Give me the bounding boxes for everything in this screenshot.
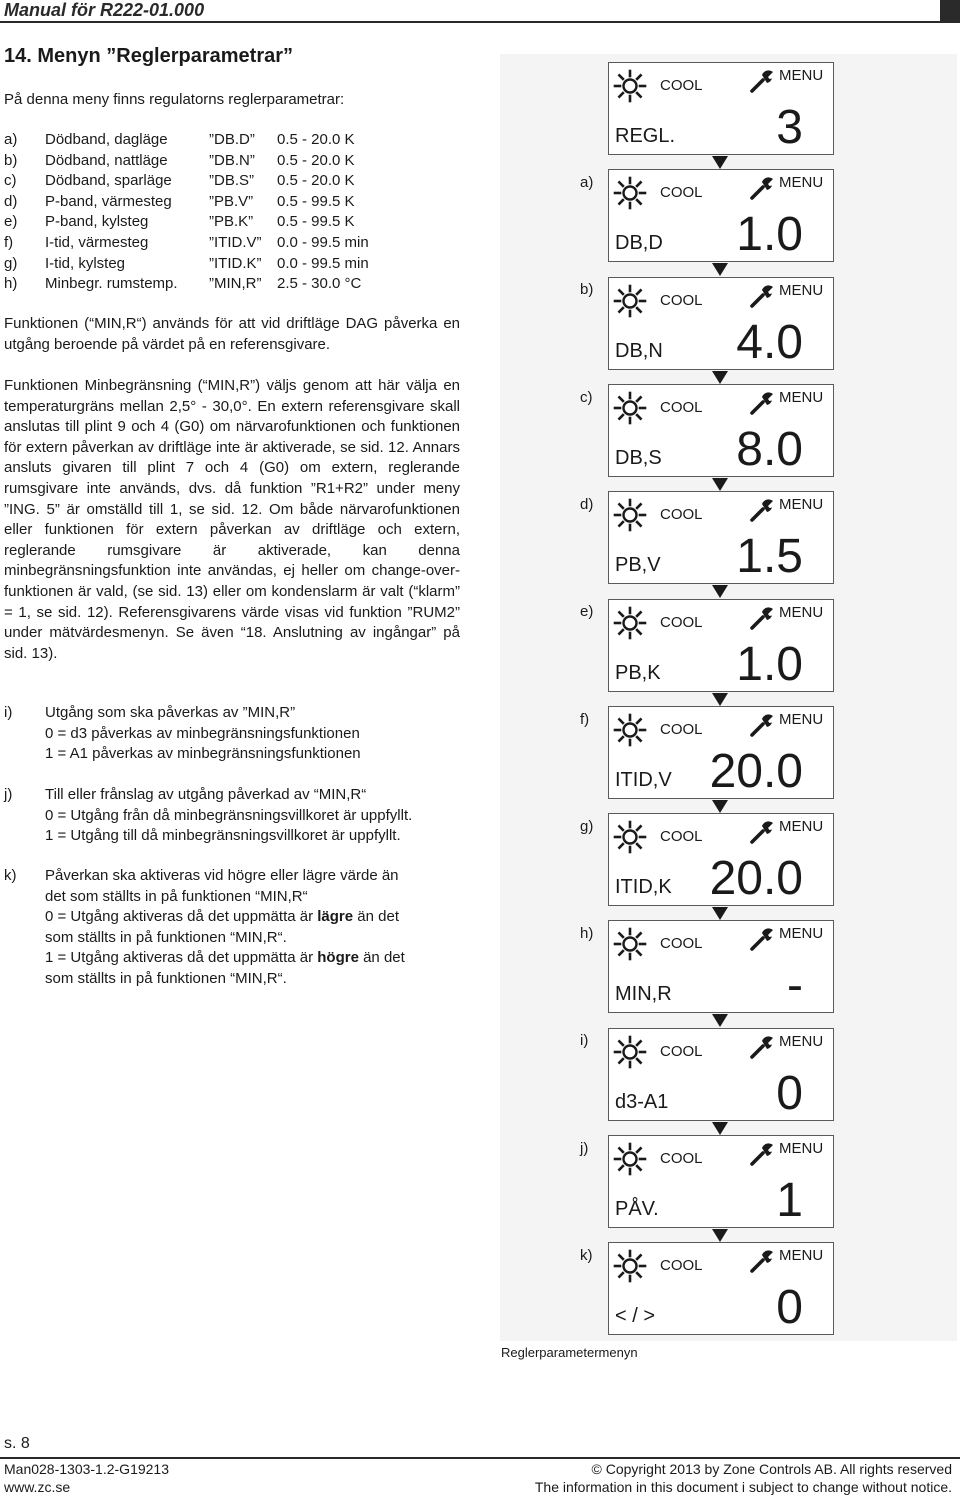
param-code: ”DB.N” (209, 151, 255, 169)
parameter-value: 1.5 (736, 530, 803, 584)
param-name: Dödband, sparläge (45, 172, 172, 190)
display-letter: i) (580, 1032, 589, 1050)
sun-icon (613, 606, 647, 640)
menu-indicator: MENU (779, 67, 824, 84)
document-id: Man028-1303-1.2-G19213 (4, 1461, 170, 1477)
wrench-icon (749, 926, 775, 952)
list-text: än det (358, 949, 405, 967)
wrench-icon (749, 1034, 775, 1060)
cool-indicator: COOL (660, 398, 703, 416)
list-body (45, 785, 463, 847)
param-letter: b) (4, 151, 18, 169)
cool-indicator: COOL (660, 613, 703, 631)
param-range: 0.5 - 99.5 K (277, 213, 355, 231)
parameter-value: 8.0 (736, 422, 803, 476)
sun-icon (613, 391, 647, 425)
menu-indicator: MENU (779, 818, 824, 836)
lcd-display (608, 62, 834, 155)
list-line: som ställts in på funktionen “MIN,R“. (45, 969, 287, 987)
menu-indicator: MENU (779, 1140, 824, 1157)
display-letter: j) (580, 1139, 589, 1157)
param-name: I-tid, värmesteg (45, 234, 149, 251)
list-line: 1 = A1 påverkas av minbegränsningsfunktionen (45, 745, 361, 763)
param-letter: h) (4, 275, 18, 293)
display-letter: a) (580, 174, 594, 191)
menu-indicator: MENU (779, 1032, 824, 1050)
website-link[interactable]: www.zc.se (4, 1479, 71, 1495)
sun-icon (613, 498, 647, 532)
cool-indicator: COOL (660, 184, 703, 202)
list-line: Påverkan ska aktiveras vid högre eller lägre värde än (45, 867, 399, 884)
display-letter: h) (580, 925, 594, 943)
menu-indicator: MENU (779, 496, 824, 514)
notice-text: The information in this document i subject to change without notice. (534, 1479, 952, 1495)
list-text: än det (353, 908, 399, 926)
cool-indicator: COOL (660, 828, 703, 846)
wrench-icon (749, 712, 775, 738)
param-code: ”MIN,R” (209, 275, 262, 293)
lcd-display (608, 599, 834, 692)
cool-indicator: COOL (660, 506, 703, 524)
parameter-value: 4.0 (736, 315, 803, 369)
lcd-display (608, 491, 834, 584)
sun-icon (613, 1249, 647, 1283)
param-name: Dödband, nattläge (45, 151, 168, 169)
section-title: 14. Menyn ”Reglerparametrar” (4, 45, 294, 67)
param-name: Dödband, dagläge (45, 131, 168, 148)
lcd-display (608, 1135, 834, 1228)
param-range: 0.5 - 20.0 K (277, 131, 355, 148)
lcd-display (608, 169, 834, 262)
down-arrow-icon (712, 1229, 728, 1242)
wrench-icon (749, 390, 775, 416)
param-name: P-band, kylsteg (45, 213, 149, 231)
param-range: 0.0 - 99.5 min (277, 234, 369, 251)
parameter-value: 1.0 (736, 637, 803, 691)
lcd-display (608, 1242, 834, 1335)
sun-icon (613, 176, 647, 210)
cool-indicator: COOL (660, 77, 703, 94)
param-letter: a) (4, 131, 18, 148)
param-range: 0.5 - 20.0 K (277, 172, 355, 190)
param-letter: c) (4, 172, 17, 190)
intro-text: På denna meny finns regulatorns reglerparametrar: (4, 91, 345, 108)
parameter-name: DB,N (615, 339, 663, 362)
parameter-value: 0 (776, 1281, 803, 1335)
wrench-icon (749, 1141, 775, 1167)
display-letter: f) (580, 710, 590, 728)
down-arrow-icon (712, 371, 728, 384)
menu-indicator: MENU (779, 388, 824, 406)
menu-indicator: MENU (779, 925, 824, 943)
parameter-name: DB,D (615, 232, 663, 255)
down-arrow-icon (712, 693, 728, 706)
param-code: ”ITID.V” (209, 234, 262, 251)
parameter-value: 20.0 (709, 744, 803, 798)
param-name: I-tid, kylsteg (45, 254, 126, 272)
emphasis-lower: lägre (317, 908, 354, 926)
parameter-name: REGL. (615, 125, 676, 147)
list-line: som ställts in på funktionen “MIN,R“. (45, 928, 287, 946)
param-letter: e) (4, 213, 18, 231)
display-letter: k) (580, 1247, 593, 1264)
param-letter: d) (4, 192, 18, 210)
param-letter: f) (4, 234, 14, 251)
wrench-icon (749, 497, 775, 523)
wrench-icon (749, 819, 775, 845)
param-range: 2.5 - 30.0 °C (277, 275, 362, 293)
emphasis-higher: högre (317, 949, 359, 967)
wrench-icon (749, 68, 775, 94)
display-letter: e) (580, 603, 594, 621)
sun-icon (613, 927, 647, 961)
list-letter: i) (4, 704, 13, 721)
parameter-name: ITID,V (615, 768, 672, 791)
param-code: ”ITID.K” (209, 254, 262, 272)
menu-indicator: MENU (779, 174, 824, 192)
sun-icon (613, 713, 647, 747)
down-arrow-icon (712, 1014, 728, 1027)
menu-indicator: MENU (779, 603, 824, 621)
header-divider (0, 21, 960, 23)
parameter-name: PÅV. (615, 1198, 659, 1220)
param-code: ”DB.D” (209, 131, 255, 148)
down-arrow-icon (712, 585, 728, 598)
paragraph-min-r-intro: Funktionen (“MIN,R“) används för att vid driftläge DAG påverka en utgång beroende på värdet på en referensgivare. (4, 315, 460, 353)
list-text: 1 = Utgång aktiveras då det uppmätta är (45, 949, 318, 967)
list-line (45, 948, 463, 969)
list-line: det som ställts in på funktionen “MIN,R“ (45, 887, 308, 905)
param-code: ”PB.V” (209, 192, 254, 210)
list-body (45, 866, 463, 990)
list-line: 0 = Utgång från då minbegränsningsvillkoret är uppfyllt. (45, 806, 413, 824)
display-letter: d) (580, 495, 594, 513)
lcd-display (608, 706, 834, 799)
footer-divider (0, 1457, 960, 1459)
param-name: Minbegr. rumstemp. (45, 275, 178, 293)
list-letter: k) (4, 867, 17, 884)
page-number: s. 8 (4, 1435, 30, 1452)
sun-icon (613, 1035, 647, 1069)
list-line: 1 = Utgång till då minbegränsningsvillkoret är uppfyllt. (45, 827, 401, 845)
cool-indicator: COOL (660, 720, 703, 738)
param-range: 0.0 - 99.5 min (277, 254, 369, 272)
parameter-value: 20.0 (709, 852, 803, 906)
copyright-text: © Copyright 2013 by Zone Controls AB. All rights reserved (591, 1461, 952, 1477)
menu-indicator: MENU (779, 710, 824, 728)
lcd-display (608, 277, 834, 370)
param-letter: g) (4, 254, 18, 272)
wrench-icon (749, 605, 775, 631)
down-arrow-icon (712, 1122, 728, 1135)
wrench-icon (749, 175, 775, 201)
list-text: 0 = Utgång aktiveras då det uppmätta är (45, 908, 318, 926)
sun-icon (613, 820, 647, 854)
parameter-name: MIN,R (615, 983, 672, 1006)
parameter-name: PB,V (615, 554, 661, 577)
lcd-display (608, 384, 834, 477)
down-arrow-icon (712, 263, 728, 276)
cool-indicator: COOL (660, 291, 703, 309)
list-line: 0 = d3 påverkas av minbegränsningsfunktionen (45, 724, 360, 742)
sun-icon (613, 284, 647, 318)
sun-icon (613, 1142, 647, 1176)
down-arrow-icon (712, 907, 728, 920)
param-code: ”DB.S” (209, 172, 254, 190)
parameter-value: 3 (776, 101, 803, 154)
param-name: P-band, värmesteg (45, 192, 172, 210)
display-letter: c) (580, 388, 593, 406)
list-line (45, 907, 463, 928)
cool-indicator: COOL (660, 1042, 703, 1060)
down-arrow-icon (712, 800, 728, 813)
parameter-value: 0 (776, 1066, 803, 1120)
paragraph-min-r-details: Funktionen Minbegränsning (“MIN,R”) väljs genom att här välja en temperaturgräns mellan 2,5° - 30,0°. En extern referensgivare skall anslutas till plint 9 och 4 (G0) om närvarofunktionen och funktionen för extern påverkan av driftläge inte är aktiverade, se sid. 12. Annars ansluts givaren till plint 7 och 4 (G0) om extern, reglerande rumsgivare inte används, dvs. då funktion ”R1+R2” under meny ”ING. 5” är omställd till 1, se sid. 12. Om både närvarofunktionen eller funktionen för extern påverkan av driftläge och extern, reglerande rumsgivare är aktiverade, kan denna minbegränsningsfunktion inte användas, ej heller om change-over-funktionen är vald, (se sid. 13) eller om kondenslarm är valt (“klarm” = 1, se sid. 12). Referensgivarens värde visas vid funktion ”RUM2” under mätvärdesmenyn. Se även “18. Anslutning av ingångar” på sid. 13). (4, 377, 460, 662)
param-range: 0.5 - 20.0 K (277, 151, 355, 169)
parameter-name: DB,S (615, 446, 662, 469)
parameter-value: 1 (776, 1174, 803, 1227)
list-letter: j) (4, 786, 13, 803)
cool-indicator: COOL (660, 935, 703, 953)
lcd-display (608, 920, 834, 1013)
header-tab (940, 0, 960, 22)
display-letter: b) (580, 281, 594, 299)
lcd-display (608, 1028, 834, 1121)
figure-caption: Reglerparametermenyn (501, 1345, 638, 1360)
display-letter: g) (580, 817, 594, 835)
down-arrow-icon (712, 156, 728, 169)
parameter-name: < / > (615, 1305, 656, 1328)
down-arrow-icon (712, 478, 728, 491)
list-body (45, 703, 463, 765)
list-line: Utgång som ska påverkas av ”MIN,R” (45, 704, 296, 721)
cool-indicator: COOL (660, 1257, 703, 1275)
list-line: Till eller frånslag av utgång påverkad av “MIN,R“ (45, 786, 367, 803)
wrench-icon (749, 283, 775, 309)
parameter-value: 1.0 (736, 208, 803, 262)
lcd-display (608, 813, 834, 906)
manual-title: Manual för R222-01.000 (4, 0, 205, 20)
menu-indicator: MENU (779, 281, 824, 299)
menu-indicator: MENU (779, 1247, 824, 1265)
parameter-name: d3-A1 (615, 1090, 669, 1113)
wrench-icon (749, 1248, 775, 1274)
parameter-name: PB,K (615, 661, 661, 684)
parameter-value: - (787, 959, 803, 1013)
param-range: 0.5 - 99.5 K (277, 192, 355, 210)
parameter-name: ITID,K (615, 876, 672, 899)
sun-icon (613, 69, 647, 103)
cool-indicator: COOL (660, 1150, 703, 1167)
param-code: ”PB.K” (209, 213, 254, 231)
